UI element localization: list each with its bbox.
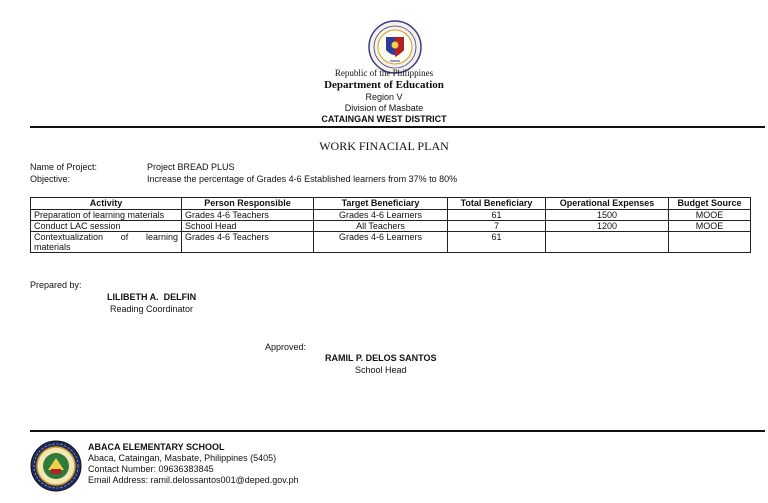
cell-source: MOOE	[669, 221, 751, 232]
footer-school-name: ABACA ELEMENTARY SCHOOL	[88, 442, 225, 452]
cell-activity: Conduct LAC session	[31, 221, 182, 232]
header-region: Region V	[365, 92, 403, 102]
footer-email: Email Address: ramil.delossantos001@deped.gov.ph	[88, 475, 299, 485]
approved-name: RAMIL P. DELOS SANTOS	[325, 353, 437, 363]
cell-total: 61	[448, 232, 546, 253]
cell-target: All Teachers	[314, 221, 448, 232]
cell-person: Grades 4-6 Teachers	[182, 210, 314, 221]
footer-contact: Contact Number: 09636383845	[88, 464, 214, 474]
header-district: CATAINGAN WEST DISTRICT	[321, 114, 447, 124]
cell-source	[669, 232, 751, 253]
header-republic: Republic of the Philippines	[334, 68, 434, 78]
approved-label: Approved:	[265, 342, 307, 352]
document-title: WORK FINACIAL PLAN	[319, 139, 449, 153]
table-row	[31, 232, 751, 253]
cell-total: 61	[448, 210, 546, 221]
project-name-value: Project BREAD PLUS	[147, 162, 235, 172]
cell-expenses: 1200	[546, 221, 669, 232]
cell-source: MOOE	[669, 210, 751, 221]
cell-target: Grades 4-6 Learners	[314, 232, 448, 253]
footer-divider	[30, 430, 765, 432]
table-row	[31, 221, 751, 232]
header-department: Department of Education	[324, 79, 444, 91]
school-logo-icon	[30, 440, 82, 492]
column-header-activity: Activity	[31, 198, 182, 210]
project-name-label: Name of Project:	[30, 162, 98, 172]
cell-person: School Head	[182, 221, 314, 232]
deped-seal-icon	[368, 20, 422, 74]
header-divider	[30, 126, 765, 128]
prepared-by-label: Prepared by:	[30, 280, 82, 290]
table-header-row	[31, 198, 751, 210]
column-header-source: Budget Source	[669, 198, 751, 210]
cell-total: 7	[448, 221, 546, 232]
cell-activity: Preparation of learning materials	[31, 210, 182, 221]
table-row	[31, 210, 751, 221]
objective-label: Objective:	[30, 174, 71, 184]
approved-position: School Head	[355, 365, 407, 375]
cell-expenses	[546, 232, 669, 253]
column-header-total: Total Beneficiary	[448, 198, 546, 210]
cell-expenses: 1500	[546, 210, 669, 221]
objective-value: Increase the percentage of Grades 4-6 Established learners from 37% to 80%	[147, 174, 458, 184]
cell-person: Grades 4-6 Teachers	[182, 232, 314, 253]
column-header-target: Target Beneficiary	[314, 198, 448, 210]
header-division: Division of Masbate	[344, 103, 424, 113]
prepared-by-position: Reading Coordinator	[110, 304, 194, 314]
cell-target: Grades 4-6 Learners	[314, 210, 448, 221]
footer-address: Abaca, Cataingan, Masbate, Philippines (5405)	[88, 453, 277, 463]
work-plan-table	[30, 197, 751, 253]
cell-activity: Contextualization of learning materials	[31, 232, 182, 253]
prepared-by-name: LILIBETH A. DELFIN	[107, 292, 197, 302]
column-header-expenses: Operational Expenses	[546, 198, 669, 210]
column-header-person: Person Responsible	[182, 198, 314, 210]
